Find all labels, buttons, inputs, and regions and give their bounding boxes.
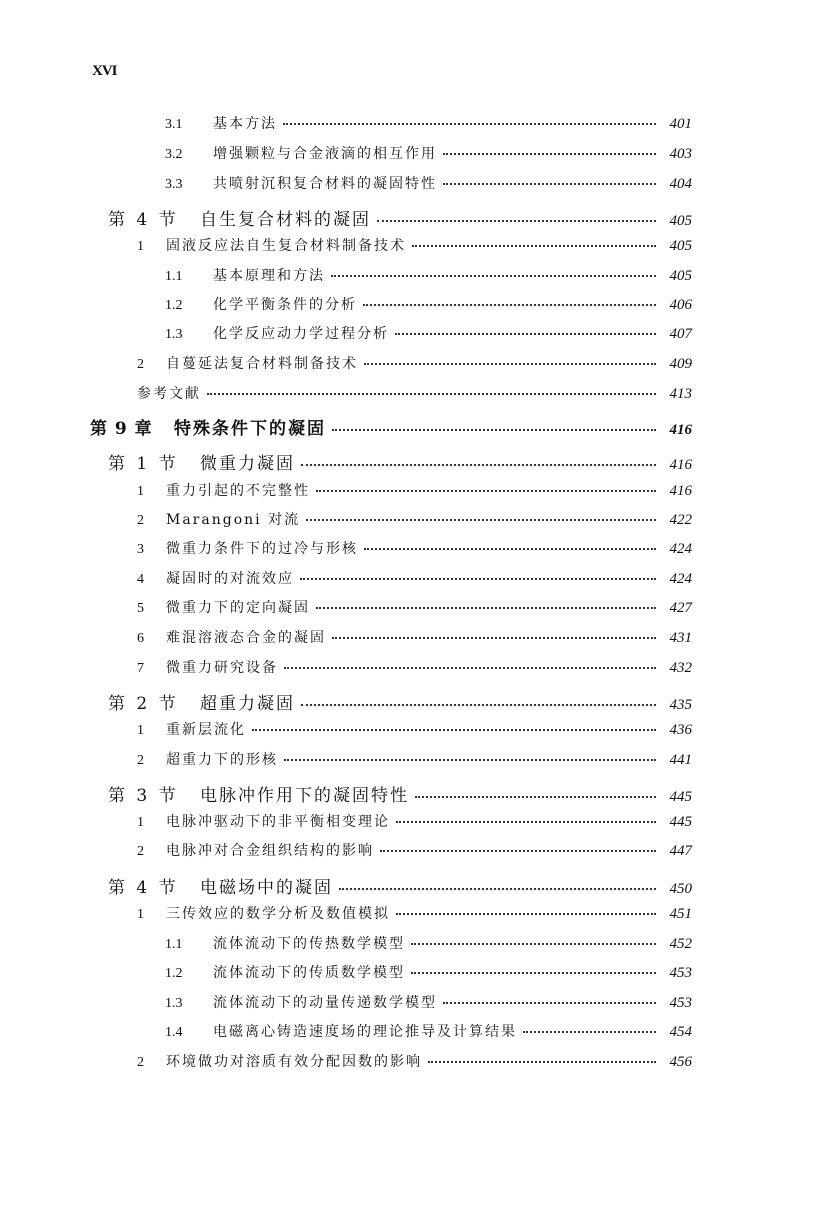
toc-entry-page: 453 [669,965,692,981]
toc-entry-page: 403 [669,146,692,162]
toc-entry-title: 超重力下的形核 [166,752,278,768]
toc-entry-title: 环境做功对溶质有效分配因数的影响 [166,1054,422,1070]
toc-entry-page: 427 [669,600,692,616]
toc-entry [137,383,692,403]
toc-entry [137,811,692,831]
dot-leader [332,427,656,431]
toc-entry-page: 454 [669,1024,692,1040]
toc-entry-number: 3.3 [165,177,183,192]
toc-entry-page: 445 [669,789,692,805]
toc-entry [165,1021,692,1041]
toc-entry-title: 固液反应法自生复合材料制备技术 [166,238,406,254]
toc-entry-page: 422 [669,512,692,528]
dot-leader [364,546,656,550]
dot-leader [284,757,656,761]
toc-entry-title: 电磁离心铸造速度场的理论推导及计算结果 [213,1024,517,1040]
toc-entry-title: 基本原理和方法 [213,268,325,284]
toc-entry-number: 5 [137,601,144,616]
toc-entry-number: 2 [137,844,144,859]
dot-leader [301,462,656,466]
toc-entry-page: 447 [669,843,692,859]
toc-entry-title: 电脉冲作用下的凝固特性 [200,786,409,806]
toc-entry-title: 自生复合材料的凝固 [200,210,371,230]
toc-entry-number: 1 [137,907,144,922]
dot-leader [300,576,656,580]
dot-leader [523,1029,656,1033]
dot-leader [412,243,656,247]
dot-leader [316,605,656,609]
dot-leader [428,1059,656,1063]
dot-leader [443,1000,656,1004]
toc-entry [165,113,692,133]
toc-entry-title: 自蔓延法复合材料制备技术 [166,356,358,372]
dot-leader [363,302,656,306]
toc-entry-title: 增强颗粒与合金液滴的相互作用 [213,146,437,162]
toc-entry [137,235,692,255]
toc-entry-title: 化学平衡条件的分析 [213,297,357,313]
toc-entry-page: 401 [669,116,692,132]
toc-entry-page: 452 [669,936,692,952]
toc-entry-page: 409 [669,356,692,372]
toc-entry-number: 1.3 [165,996,183,1011]
toc-entry-title: 电脉冲驱动下的非平衡相变理论 [166,814,390,830]
toc-entry [137,568,692,588]
toc-entry-title: 微重力条件下的过冷与形核 [166,541,358,557]
toc-entry-title: 重新层流化 [166,722,246,738]
dot-leader [443,151,656,155]
toc-entry [165,992,692,1012]
toc-entry-page: 405 [669,213,692,229]
toc-entry [108,205,692,230]
toc-entry-number: 第 2 节 [108,694,179,714]
toc-entry [137,903,692,923]
toc-entry [90,414,692,439]
toc-entry-number: 6 [137,631,144,646]
dot-leader [364,361,656,365]
dot-leader [380,848,656,852]
toc-entry [137,627,692,647]
toc-entry-title: 超重力凝固 [200,694,295,714]
toc-entry [137,840,692,860]
toc-entry [137,1051,692,1071]
toc-entry-page: 407 [669,326,692,342]
toc-entry-number: 第 3 节 [108,786,179,806]
toc-entry-page: 435 [669,697,692,713]
toc-entry-number: 第 1 节 [108,454,179,474]
dot-leader [396,911,656,915]
toc-entry [108,449,692,474]
dot-leader [395,331,656,335]
toc-entry [165,323,692,343]
toc-entry-title: 电磁场中的凝固 [200,878,333,898]
page-number: XVI [92,63,117,79]
toc-entry-number: 1 [137,239,144,254]
dot-leader [332,635,656,639]
dot-leader [411,970,656,974]
toc-entry-page: 405 [669,268,692,284]
toc-entry-title: 微重力研究设备 [166,660,278,676]
toc-entry [137,749,692,769]
toc-entry-title: 微重力下的定向凝固 [166,600,310,616]
toc-entry-title: 微重力凝固 [200,454,295,474]
toc-entry [108,873,692,898]
toc-entry-title: 流体流动下的动量传递数学模型 [213,995,437,1011]
dot-leader [443,181,656,185]
toc-entry [108,689,692,714]
toc-entry [165,143,692,163]
dot-leader [377,218,656,222]
toc-entry-title: 凝固时的对流效应 [166,571,294,587]
toc-entry-number: 1.2 [165,298,183,313]
toc-entry-page: 450 [669,881,692,897]
toc-entry-page: 445 [669,814,692,830]
toc-entry-number: 3 [137,542,144,557]
toc-entry-number: 1.1 [165,937,183,952]
toc-entry-number: 1 [137,723,144,738]
toc-entry [108,781,692,806]
toc-entry [165,265,692,285]
toc-entry-page: 453 [669,995,692,1011]
toc-entry-page: 416 [669,457,692,473]
toc-entry-number: 2 [137,1055,144,1070]
toc-entry-number: 1.1 [165,269,183,284]
toc-entry-title: 特殊条件下的凝固 [174,419,326,439]
toc-entry-number: 3.2 [165,147,183,162]
toc-entry [137,509,692,529]
dot-leader [415,794,656,798]
toc-entry-title: Marangoni 对流 [166,512,301,528]
toc-entry-title: 流体流动下的传质数学模型 [213,965,405,981]
toc-entry-number: 1 [137,815,144,830]
toc-entry [137,353,692,373]
toc-entry-page: 413 [669,386,692,402]
toc-entry-number: 1 [137,484,144,499]
toc-entry-page: 404 [669,176,692,192]
toc-entry-title: 电脉冲对合金组织结构的影响 [166,843,374,859]
toc-entry [165,294,692,314]
toc-entry-page: 416 [669,422,692,438]
toc-entry [165,173,692,193]
toc-entry-page: 431 [669,630,692,646]
toc-entry-number: 3.1 [165,117,183,132]
toc-entry-title: 三传效应的数学分析及数值模拟 [166,906,390,922]
toc-entry [165,962,692,982]
toc-entry-title: 基本方法 [213,116,277,132]
toc-entry [137,480,692,500]
toc-entry [137,657,692,677]
dot-leader [252,727,656,731]
toc-entry-number: 4 [137,572,144,587]
toc-entry-page: 424 [669,571,692,587]
toc-entry-title: 化学反应动力学过程分析 [213,326,389,342]
toc-entry [137,719,692,739]
toc-entry-number: 1.3 [165,327,183,342]
dot-leader [339,886,656,890]
toc-entry-number: 2 [137,753,144,768]
toc-entry [137,538,692,558]
toc-entry-page: 456 [669,1054,692,1070]
dot-leader [207,391,656,395]
toc-entry [137,597,692,617]
toc-entry-title: 流体流动下的传热数学模型 [213,936,405,952]
toc-entry-number: 2 [137,357,144,372]
dot-leader [331,273,656,277]
toc-entry-number: 2 [137,513,144,528]
toc-entry-title: 重力引起的不完整性 [166,483,310,499]
dot-leader [283,121,656,125]
dot-leader [396,819,656,823]
dot-leader [284,665,656,669]
toc-entry-page: 424 [669,541,692,557]
toc-entry-page: 441 [669,752,692,768]
toc-entry-title: 参考文献 [137,386,201,402]
toc-entry-page: 405 [669,238,692,254]
toc-entry-title: 难混溶液态合金的凝固 [166,630,326,646]
toc-entry-number: 7 [137,661,144,676]
toc-entry-number: 1.4 [165,1025,183,1040]
toc-entry-number: 第 9 章 [90,419,153,439]
toc-entry-page: 416 [669,483,692,499]
toc-entry-page: 451 [669,906,692,922]
toc-entry-title: 共喷射沉积复合材料的凝固特性 [213,176,437,192]
toc-entry-page: 432 [669,660,692,676]
toc-entry-number: 第 4 节 [108,878,179,898]
toc-entry [165,933,692,953]
dot-leader [316,488,656,492]
dot-leader [306,517,656,521]
toc-entry-number: 1.2 [165,966,183,981]
toc-entry-page: 436 [669,722,692,738]
toc-entry-number: 第 4 节 [108,210,179,230]
dot-leader [301,702,656,706]
toc-entry-page: 406 [669,297,692,313]
dot-leader [411,941,656,945]
